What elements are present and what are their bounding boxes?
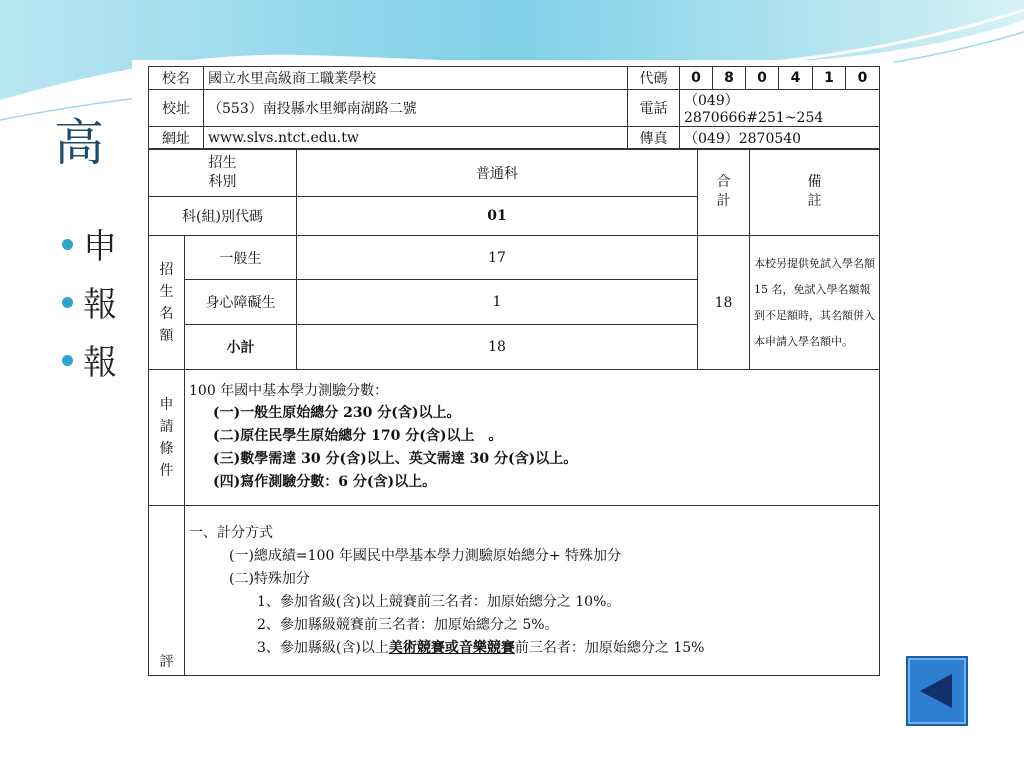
evaluation-line: 2、參加縣級競賽前三名者：加原始總分之 5%。 [257, 617, 559, 633]
quota-char: 招 [159, 261, 174, 278]
bullet-item [62, 285, 117, 325]
quota-char: 額 [159, 327, 174, 344]
bullet-text: 報 [83, 343, 117, 383]
phone-label: 電話 [628, 90, 680, 127]
total-value: 18 [698, 236, 750, 370]
dept-code-label: 科(組)別代碼 [149, 197, 297, 236]
quota-char: 生 [159, 283, 174, 300]
evaluation-line: 1、參加省級(含)以上競賽前三名者：加原始總分之 10%。 [257, 594, 621, 610]
fax-label: 傳真 [628, 127, 680, 150]
evaluation-content [185, 506, 880, 676]
conditions-char: 申 [159, 396, 174, 413]
remark-text: 本校另提供免試入學名額 15 名，免試入學名額報到不足額時，其名額併入本申請入學名額中。 [750, 236, 880, 370]
evaluation-line: (二)特殊加分 [229, 571, 310, 587]
total-label: 合 [716, 174, 731, 190]
enrollment-table [148, 148, 880, 676]
conditions-intro: 100 年國中基本學力測驗分數： [189, 383, 389, 399]
evaluation-label: 評 [149, 506, 185, 676]
total-label: 計 [716, 193, 731, 209]
name-label: 校名 [149, 67, 204, 90]
school-fax: （049）2870540 [680, 127, 880, 150]
bullet-item [62, 227, 117, 267]
quota-label [149, 236, 185, 370]
dept-code-value: 01 [297, 197, 698, 236]
school-phone: （049）2870666#251~254 [680, 90, 880, 127]
remarks-label: 註 [807, 193, 822, 209]
website-label: 網址 [149, 127, 204, 150]
row-value-disabled: 1 [297, 280, 698, 325]
code-label: 代碼 [628, 67, 680, 90]
conditions-content [185, 370, 880, 506]
quota-char: 名 [159, 305, 174, 322]
conditions-char: 件 [159, 462, 174, 479]
conditions-char: 請 [159, 418, 174, 435]
bullet-dot [62, 297, 73, 308]
condition-item: (二)原住民學生原始總分 170 分(含)以上 。 [213, 428, 503, 444]
school-website: www.slvs.ntct.edu.tw [204, 127, 628, 150]
left-arrow-icon [920, 674, 952, 708]
code-digit: 1 [813, 67, 846, 90]
conditions-label [149, 370, 185, 506]
category-label: 招生 [208, 154, 237, 171]
bullet-item [62, 343, 117, 383]
code-digit: 0 [680, 67, 713, 90]
school-address: （553）南投縣水里鄉南湖路二號 [204, 90, 628, 127]
condition-item: (三)數學需達 30 分(含)以上、英文需達 30 分(含)以上。 [213, 451, 578, 467]
evaluation-underlined-text: 美術競賽或音樂競賽 [388, 640, 515, 656]
evaluation-line-part: 前三名者：加原始總分之 15% [514, 640, 705, 656]
remarks-header [750, 149, 880, 236]
school-name: 國立水里高級商工職業學校 [204, 67, 628, 90]
code-digit: 4 [779, 67, 813, 90]
code-digit: 0 [746, 67, 779, 90]
row-label-disabled: 身心障礙生 [185, 280, 297, 325]
category-value: 普通科 [297, 149, 698, 197]
code-digit: 8 [713, 67, 746, 90]
evaluation-line-part: 3、參加縣級(含)以上 [257, 640, 389, 656]
address-label: 校址 [149, 90, 204, 127]
school-info-table [148, 66, 880, 150]
slide-title: 高 [54, 114, 104, 172]
admission-document [132, 60, 894, 670]
row-label-subtotal: 小計 [185, 325, 297, 370]
bullet-text: 申 [83, 227, 117, 267]
category-label: 科別 [208, 173, 237, 190]
bullet-text: 報 [83, 285, 117, 325]
evaluation-heading: 一、計分方式 [189, 525, 273, 541]
condition-item: (一)一般生原始總分 230 分(含)以上。 [213, 405, 461, 421]
conditions-char: 條 [159, 440, 174, 457]
row-label-general: 一般生 [185, 236, 297, 280]
code-digit: 0 [846, 67, 880, 90]
remarks-label: 備 [807, 174, 822, 190]
evaluation-line [189, 637, 875, 660]
row-value-general: 17 [297, 236, 698, 280]
evaluation-line: (一)總成績=100 年國民中學基本學力測驗原始總分+ 特殊加分 [229, 548, 622, 564]
bullet-dot [62, 239, 73, 250]
previous-slide-button[interactable] [906, 656, 968, 726]
condition-item: (四)寫作測驗分數：6 分(含)以上。 [213, 474, 437, 490]
row-value-subtotal: 18 [297, 325, 698, 370]
category-header [149, 149, 297, 197]
total-header [698, 149, 750, 236]
bullet-dot [62, 355, 73, 366]
